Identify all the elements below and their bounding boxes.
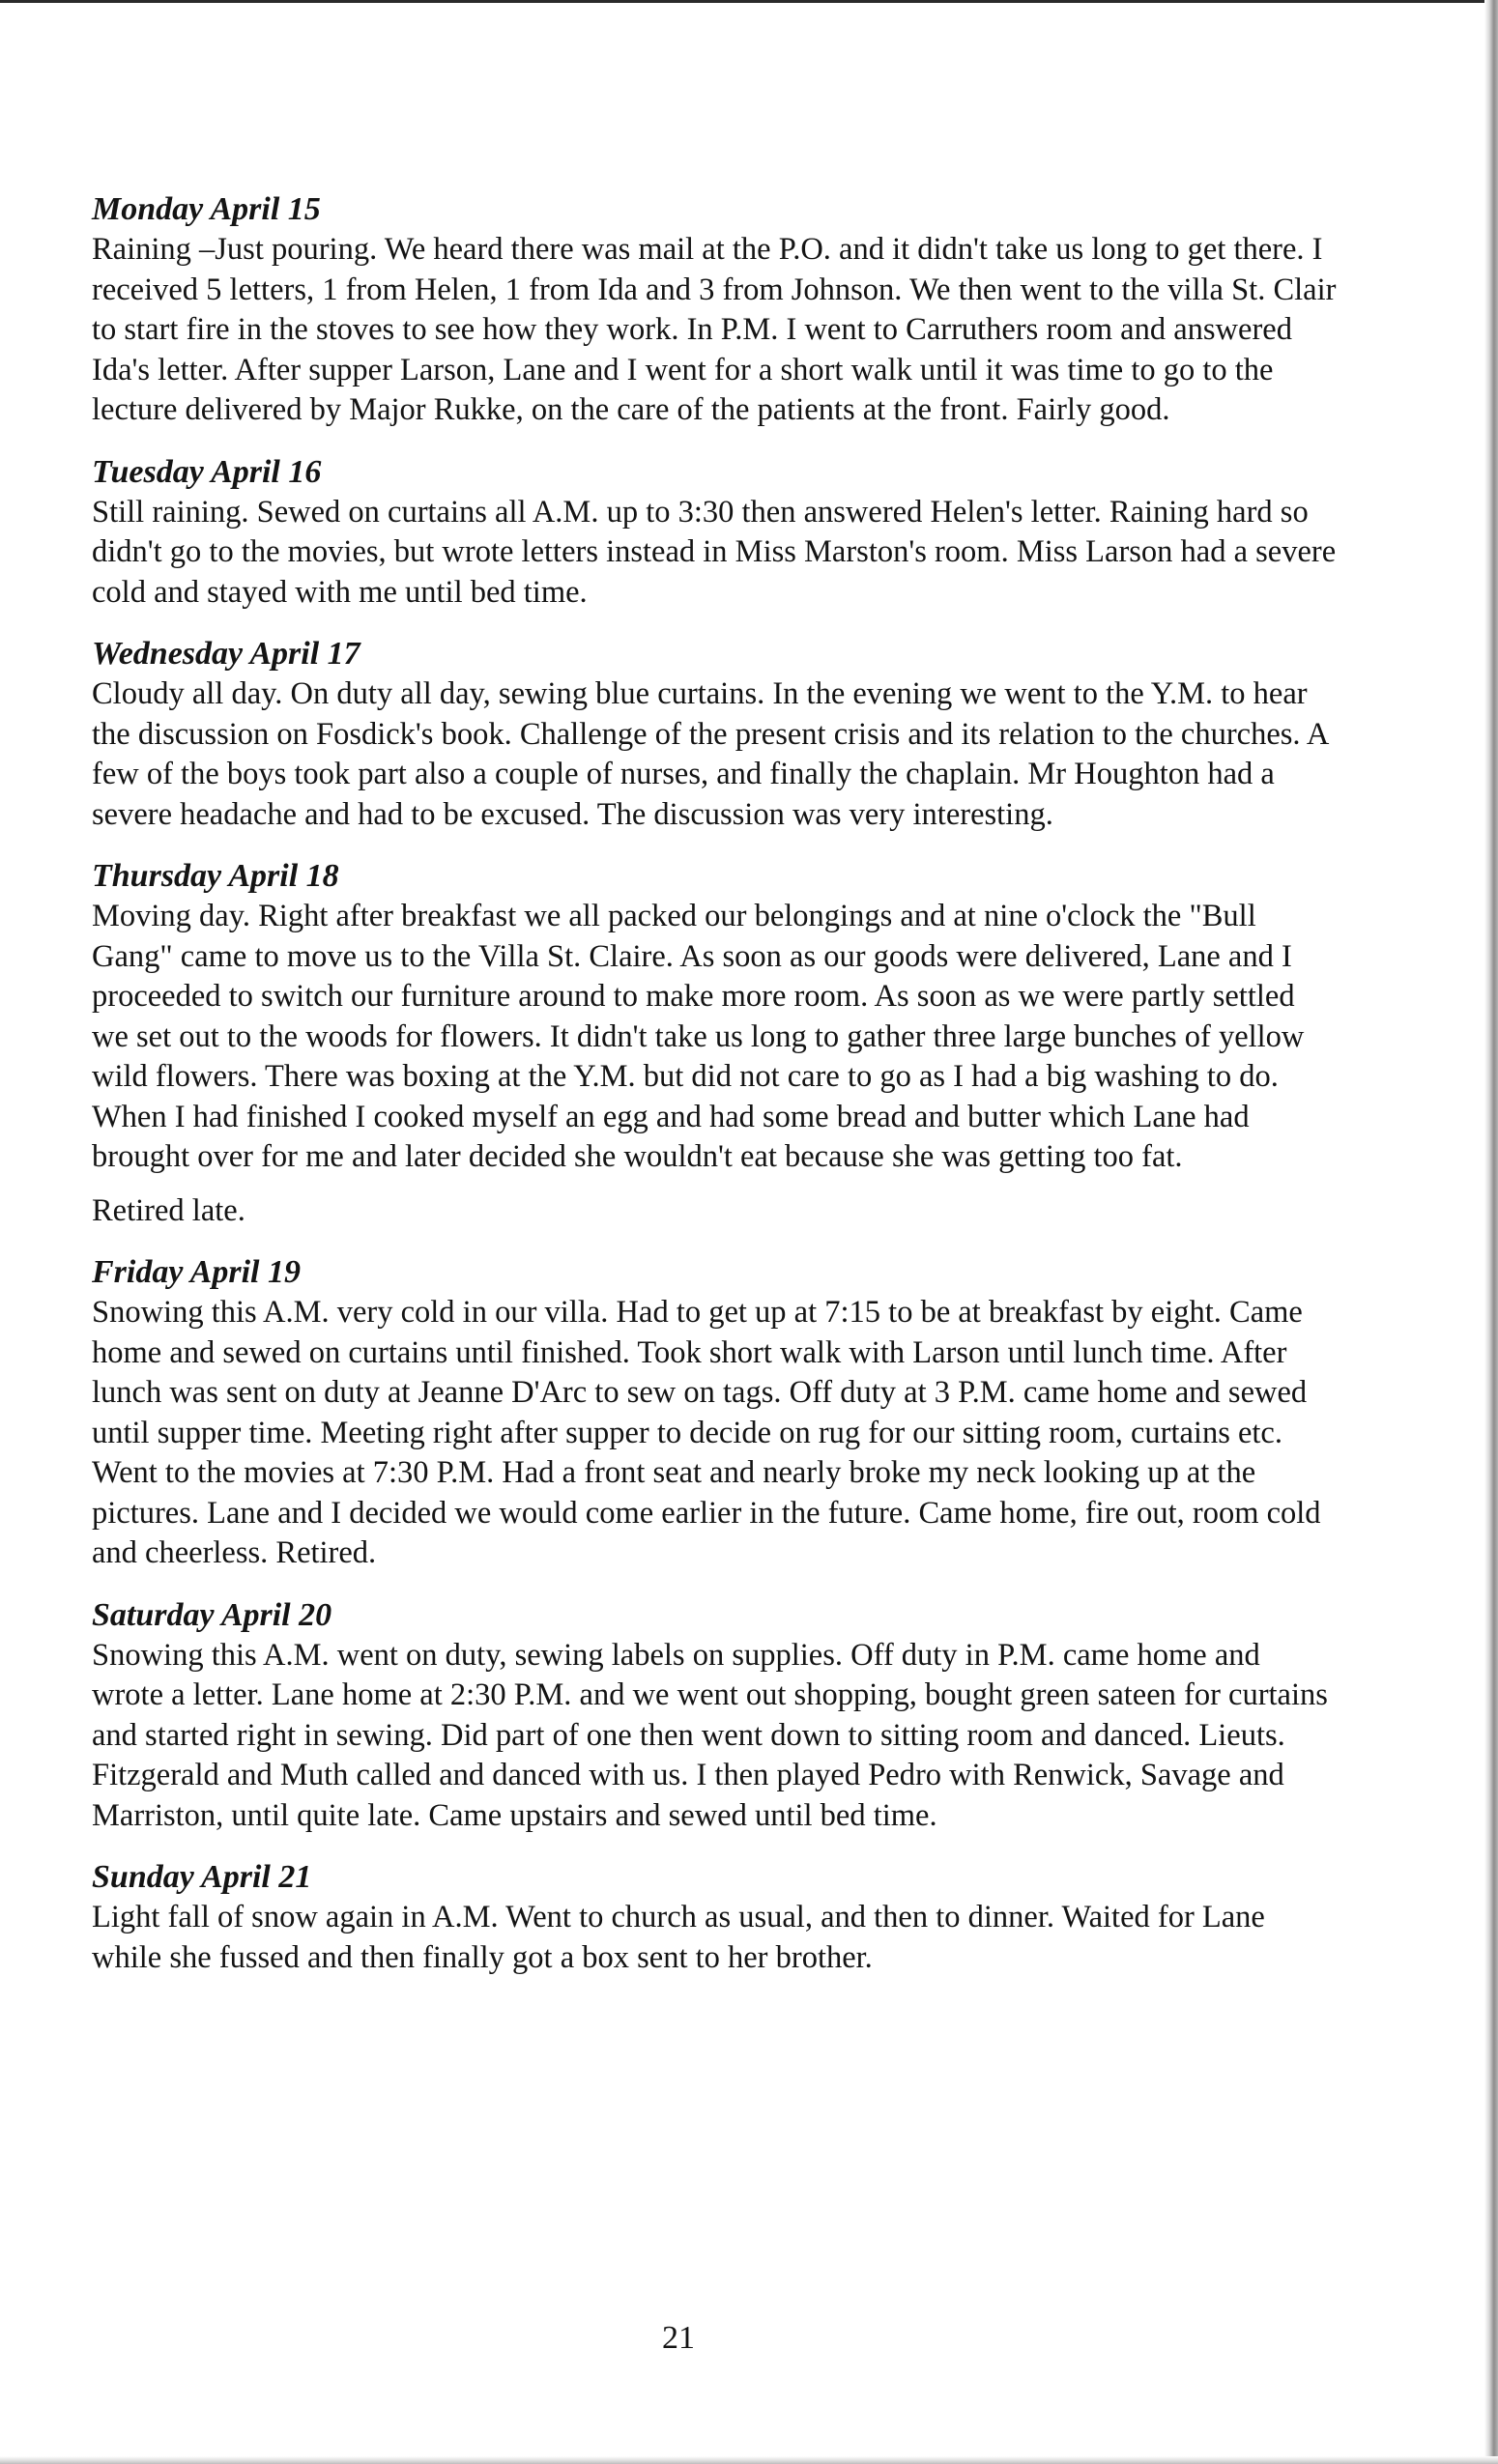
page-top-border	[0, 0, 1488, 3]
entry-extra-text: Retired late.	[92, 1192, 245, 1228]
entry-date: Wednesday April 17	[92, 636, 360, 672]
entry-text: Still raining. Sewed on curtains all A.M. up to 3:30 then answered Helen's letter. Raining hard so didn't go to the movies, but wrote letters instead in Miss Marston's room. Miss Larson had a severe cold and stayed with me until bed time.	[92, 494, 1337, 610]
diary-entry-wednesday	[92, 634, 1339, 835]
diary-entry-friday	[92, 1252, 1339, 1574]
diary-entry-thursday	[92, 856, 1339, 1231]
entry-text: Light fall of snow again in A.M. Went to church as usual, and then to dinner. Waited for Lane while she fussed and then finally got a box sent to her brother.	[92, 1900, 1265, 1975]
entry-text: Snowing this A.M. went on duty, sewing labels on supplies. Off duty in P.M. came home and wrote a letter. Lane home at 2:30 P.M. and we went out shopping, bought green sateen for curtains and started right in sewing. Did part of one then went down to sitting room and danced. Lieuts. Fitzgerald and Muth called and danced with us. I then played Pedro with Renwick, Savage and Marriston, until quite late. Came upstairs and sewed until bed time.	[92, 1637, 1328, 1833]
diary-entry-saturday	[92, 1595, 1339, 1837]
entry-date: Monday April 15	[92, 191, 321, 227]
entry-text: Raining –Just pouring. We heard there was mail at the P.O. and it didn't take us long to get there. I received 5 letters, 1 from Helen, 1 from Ida and 3 from Johnson. We then went to the villa St. Clair to start fire in the stoves to see how they work. In P.M. I went to Carruthers room and answered Ida's letter. After supper Larson, Lane and I went for a short walk until it was time to go to the lecture delivered by Major Rukke, on the care of the patients at the front. Fairly good.	[92, 232, 1337, 427]
page-bottom-edge	[0, 2456, 1498, 2464]
diary-content	[92, 189, 1339, 1999]
entry-text: Cloudy all day. On duty all day, sewing blue curtains. In the evening we went to the Y.M. to hear the discussion on Fosdick's book. Challenge of the present crisis and its relation to the churches. A few of the boys took part also a couple of nurses, and finally the chaplain. Mr Houghton had a severe headache and had to be excused. The discussion was very interesting.	[92, 676, 1328, 832]
entry-date: Sunday April 21	[92, 1859, 312, 1895]
entry-date: Saturday April 20	[92, 1596, 332, 1633]
page-number: 21	[662, 2320, 695, 2356]
entry-date: Tuesday April 16	[92, 453, 322, 490]
entry-date: Thursday April 18	[92, 858, 339, 894]
page-right-edge-shadow	[1484, 0, 1498, 2464]
entry-date: Friday April 19	[92, 1254, 301, 1290]
diary-entry-monday	[92, 189, 1339, 431]
diary-entry-tuesday	[92, 452, 1339, 614]
entry-text: Moving day. Right after breakfast we all packed our belongings and at nine o'clock the "Bull Gang" came to move us to the Villa St. Claire. As soon as our goods were delivered, Lane and I proceeded to switch our furniture around to make more room. As soon as we were partly settled we set out to the woods for flowers. It didn't take us long to gather three large bunches of yellow wild flowers. There was boxing at the Y.M. but did not care to go as I had a big washing to do. When I had finished I cooked myself an egg and had some bread and butter which Lane had brought over for me and later decided she wouldn't eat because she was getting too fat.	[92, 899, 1305, 1174]
entry-text: Snowing this A.M. very cold in our villa. Had to get up at 7:15 to be at breakfast by eight. Came home and sewed on curtains until finished. Took short walk with Larson until lunch time. After lunch was sent on duty at Jeanne D'Arc to sew on tags. Off duty at 3 P.M. came home and sewed until supper time. Meeting right after supper to decide on rug for our sitting room, curtains etc. Went to the movies at 7:30 P.M. Had a front seat and nearly broke my neck looking up at the pictures. Lane and I decided we would come earlier in the future. Came home, fire out, room cold and cheerless. Retired.	[92, 1295, 1321, 1570]
diary-entry-sunday	[92, 1857, 1339, 1978]
